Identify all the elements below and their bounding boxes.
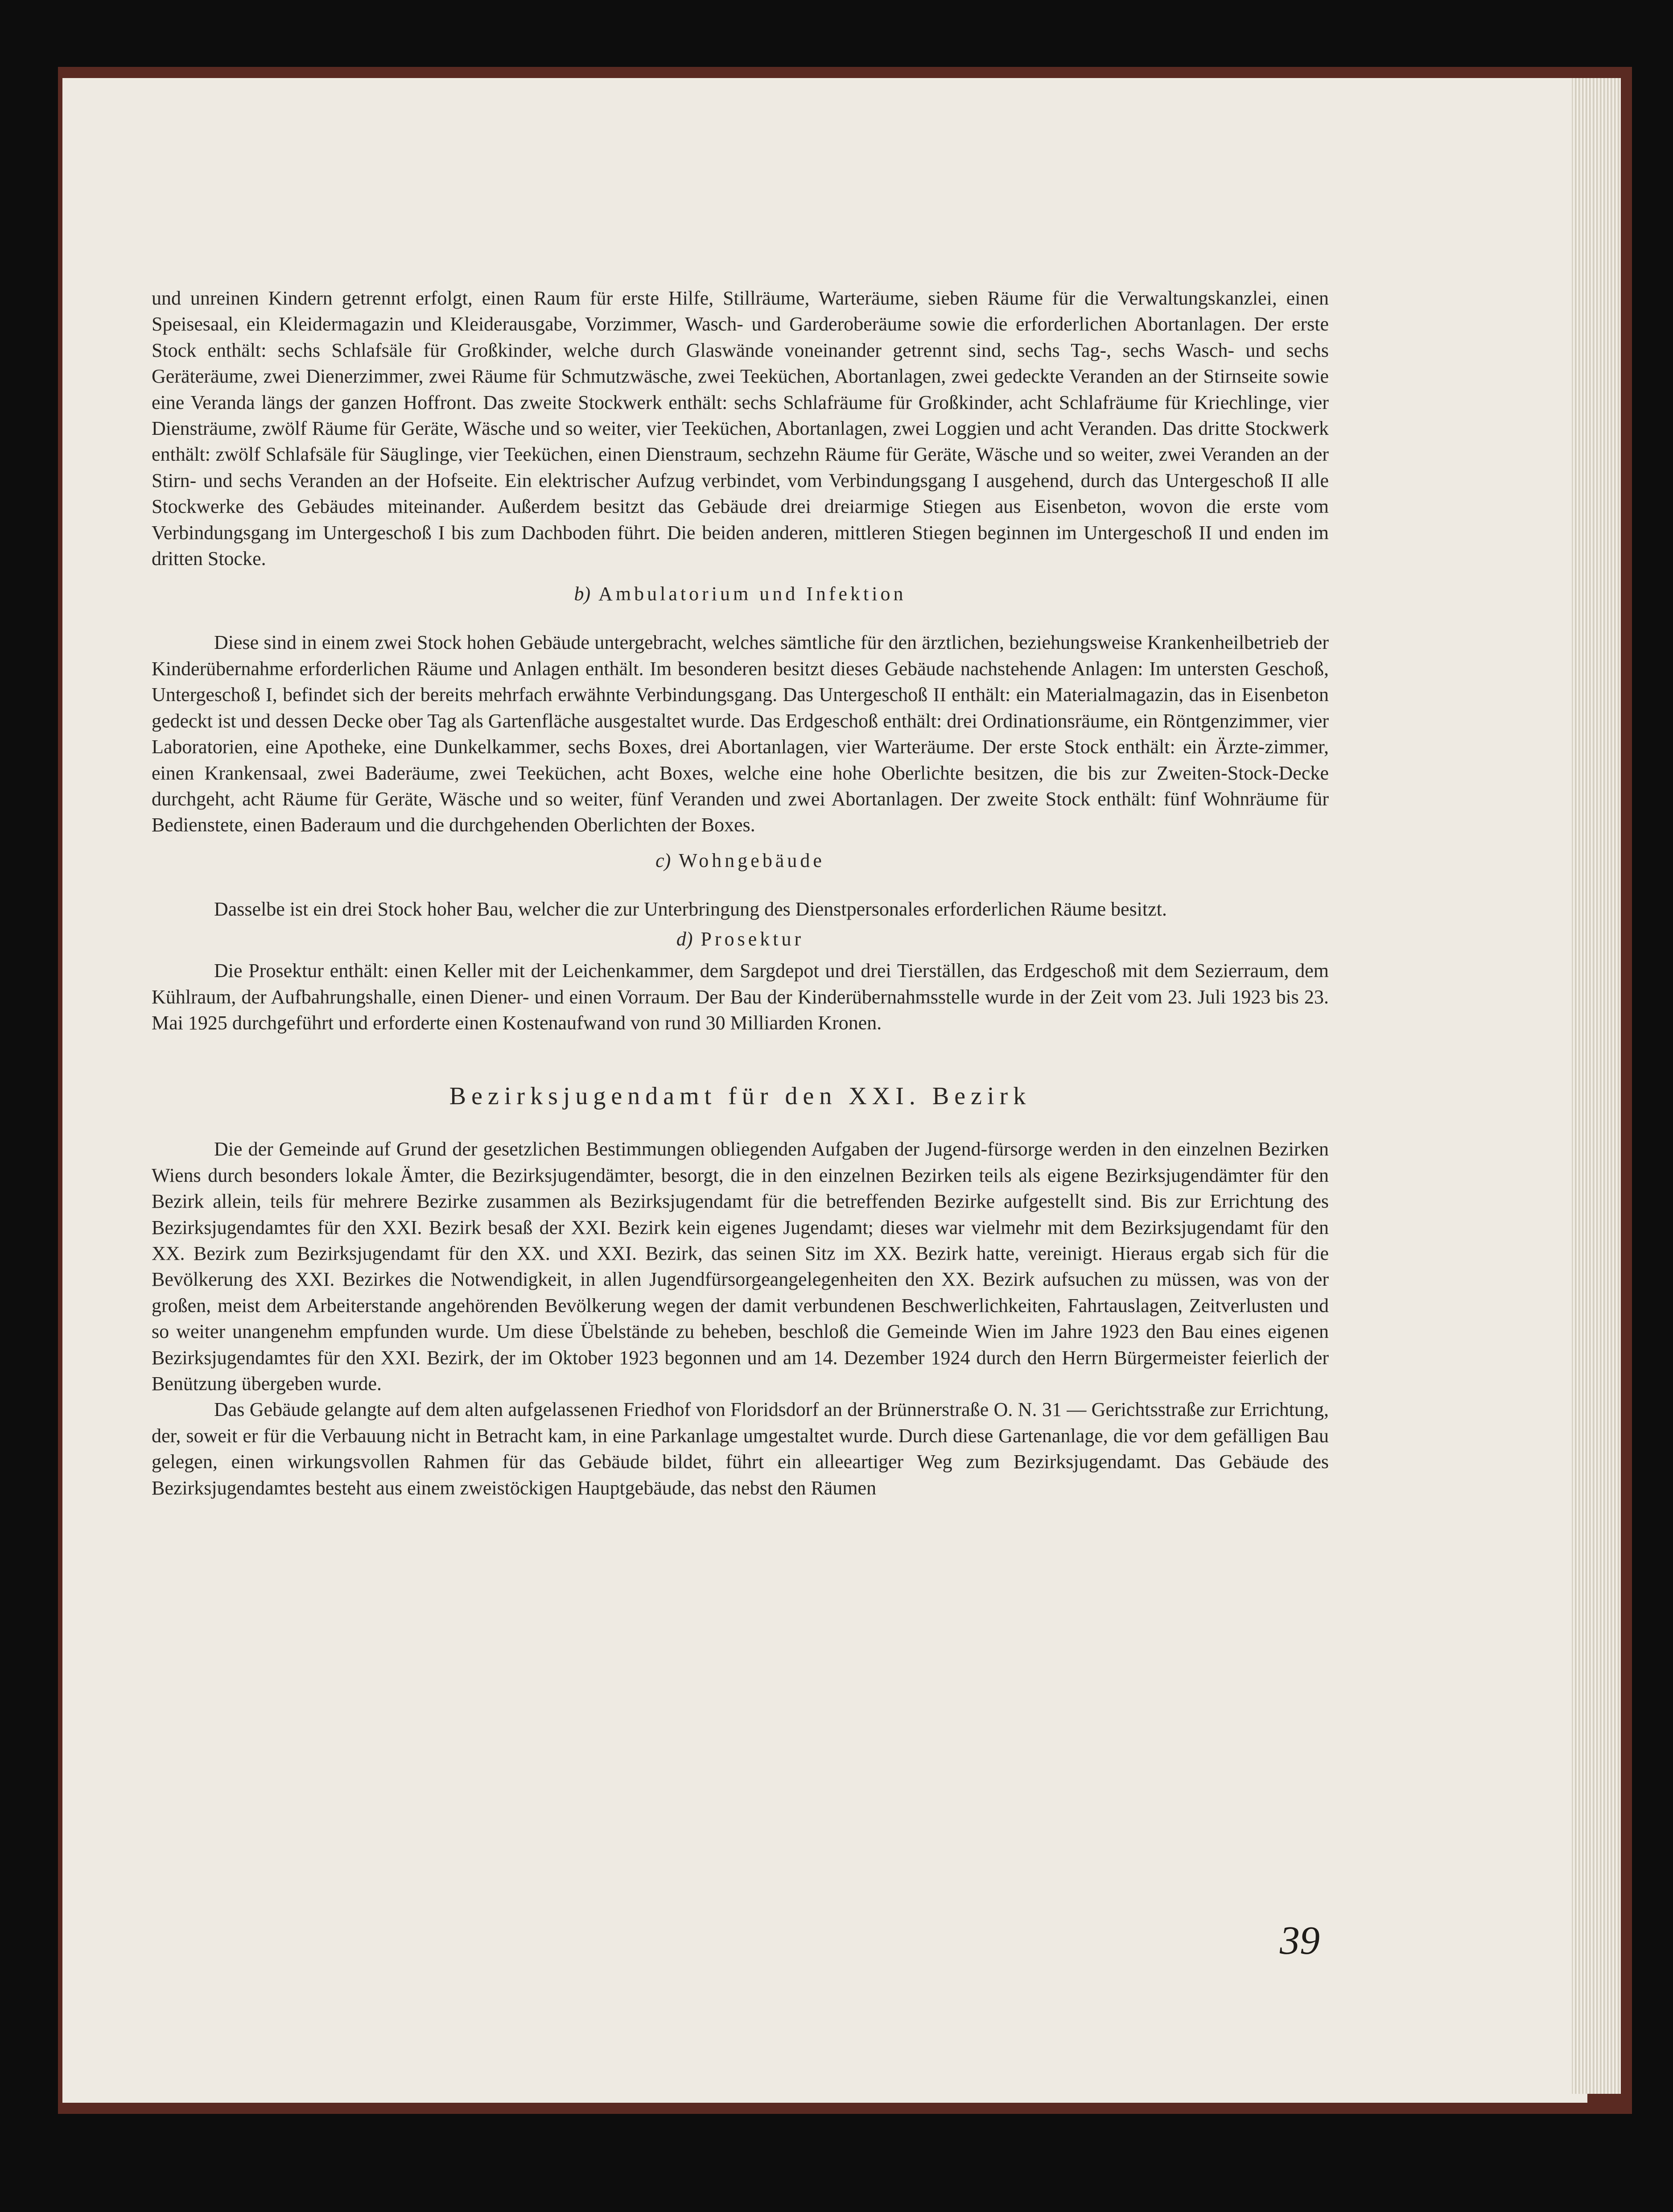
section-c-paragraph: Dasselbe ist ein drei Stock hoher Bau, welcher die zur Unterbringung des Dienstpersonales erforderlichen Räume besitzt. bbox=[214, 898, 1167, 920]
section-b-heading bbox=[152, 572, 1329, 630]
section-d-letter: d) bbox=[676, 928, 693, 950]
section-a-paragraph: und unreinen Kindern getrennt erfolgt, einen Raum für erste Hilfe, Stillräume, Warteräume, sieben Räume für die Verwaltungskanzlei, einen Speisesaal, ein Kleidermagazin und Kleiderausgabe, Vorzimmer, Wasch- und Garderoberäume sowie die erforderlichen Abortanlagen. Der erste Stock enthält: sechs Schlafsäle für Großkinder, welche durch Glaswände voneinander getrennt sind, sechs Tag-, sechs Wasch- und sechs Geräteräume, zwei Dienerzimmer, zwei Räume für Schmutzwäsche, zwei Teeküchen, Abortanlagen, zwei gedeckte Veranden an der Stirnseite sowie eine Veranda längs der ganzen Hoffront. Das zweite Stockwerk enthält: sechs Schlafräume für Großkinder, acht Schlafräume für Kriechlinge, vier Diensträume, zwölf Räume für Geräte, Wäsche und so weiter, vier Teeküchen, Abortanlagen, zwei Loggien und acht Veranden. Das dritte Stockwerk enthält: zwölf Schlafsäle für Säuglinge, vier Teeküchen, einen Dienstraum, sechzehn Räume für Geräte, Wäsche und so weiter, zwei Veranden an der Stirn- und sechs Veranden an der Hofseite. Ein elektrischer Aufzug verbindet, vom Verbindungsgang I ausgehend, durch das Untergeschoß II alle Stockwerke des Gebäudes miteinander. Außerdem besitzt das Gebäude drei dreiarmige Stiegen aus Eisenbeton, wovon die erste vom Verbindungsgang im Untergeschoß I bis zum Dachboden führt. Die beiden anderen, mittleren Stiegen beginnen im Untergeschoß II und enden im dritten Stocke. bbox=[152, 287, 1329, 570]
section-b-paragraph: Diese sind in einem zwei Stock hohen Gebäude untergebracht, welches sämtliche für den ärztlichen, beziehungsweise Krankenheilbetrieb der Kinderübernahme erforderlichen Räume und Anlagen enthält. Im besonderen besitzt dieses Gebäude nachstehende Anlagen: Im untersten Geschoß, Untergeschoß I, befindet sich der bereits mehrfach erwähnte Verbindungsgang. Das Untergeschoß II enthält: ein Materialmagazin, das in Eisenbeton gedeckt ist und dessen Decke ober Tag als Gartenfläche ausgestaltet wurde. Das Erdgeschoß enthält: drei Ordinationsräume, ein Röntgenzimmer, vier Laboratorien, eine Apotheke, eine Dunkelkammer, sechs Boxes, drei Abortanlagen, vier Warteräume. Der erste Stock enthält: ein Ärzte-zimmer, einen Krankensaal, zwei Baderäume, zwei Teeküchen, acht Boxes, welche eine hohe Oberlichte besitzen, die bis zur Zweiten-Stock-Decke durchgeht, acht Räume für Geräte, Wäsche und so weiter, fünf Veranden und zwei Abortanlagen. Der zweite Stock enthält: fünf Wohnräume für Bedienstete, einen Baderaum und die durchgehenden Oberlichten der Boxes. bbox=[152, 631, 1329, 836]
text-column bbox=[152, 285, 1329, 1501]
section-d-heading bbox=[152, 922, 1329, 958]
section-b-title: Ambulatorium und Infektion bbox=[598, 583, 907, 605]
bezirk-paragraph-1: Die der Gemeinde auf Grund der gesetzlichen Bestimmungen obliegenden Aufgaben der Jugend-fürsorge werden in den einzelnen Bezirken Wiens durch besonders lokale Ämter, die Bezirksjugendämter, besorgt, die in den einzelnen Bezirken teils als eigene Bezirksjugendämter für den Bezirk allein, teils für mehrere Bezirke zusammen als Bezirksjugendamt für die betreffenden Bezirke aufgestellt sind. Bis zur Errichtung des Bezirksjugendamtes für den XXI. Bezirk besaß der XXI. Bezirk kein eigenes Jugendamt; dieses war vielmehr mit dem Bezirksjugendamt für den XX. Bezirk zum Bezirksjugendamt für den XX. und XXI. Bezirk, das seinen Sitz im XX. Bezirk hatte, vereinigt. Hieraus ergab sich für die Bevölkerung des XXI. Bezirkes die Notwendigkeit, in allen Jugendfürsorgeangelegenheiten den XX. Bezirk aufsuchen zu müssen, was von der großen, meist dem Arbeiterstande angehörenden Bevölkerung wegen der damit verbundenen Beschwerlichkeiten, Fahrtauslagen, Zeitverlusten und so weiter unangenehm empfunden wurde. Um diese Übelstände zu beheben, beschloß die Gemeinde Wien im Jahre 1923 den Bau eines eigenen Bezirksjugendamtes für den XXI. Bezirk, der im Oktober 1923 begonnen und am 14. Dezember 1924 durch den Herrn Bürgermeister feierlich der Benützung übergeben wurde. bbox=[152, 1138, 1329, 1395]
section-c-heading bbox=[152, 838, 1329, 896]
bezirk-paragraph-2: Das Gebäude gelangte auf dem alten aufgelassenen Friedhof von Floridsdorf an der Brünnerstraße O. N. 31 — Gerichtsstraße zur Errichtung, der, soweit er für die Verbauung nicht in Betracht kam, in eine Parkanlage umgestaltet wurde. Durch diese Gartenanlage, die vor dem gefälligen Bau gelegen, einen wirkungsvollen Rahmen für das Gebäude bildet, führt ein alleeartiger Weg zum Bezirksjugendamt. Das Gebäude des Bezirksjugendamtes besteht aus einem zweistöckigen Hauptgebäude, das nebst den Räumen bbox=[152, 1399, 1329, 1499]
section-d-paragraph: Die Prosektur enthält: einen Keller mit der Leichenkammer, dem Sargdepot und drei Tierställen, das Erdgeschoß mit dem Sezierraum, dem Kühlraum, der Aufbahrungshalle, einen Diener- und einen Vorraum. Der Bau der Kinderübernahmsstelle wurde in der Zeit vom 23. Juli 1923 bis 23. Mai 1925 durchgeführt und erforderte einen Kostenaufwand von rund 30 Milliarden Kronen. bbox=[152, 960, 1329, 1034]
page-edges bbox=[1572, 78, 1621, 2094]
page-number: 39 bbox=[1280, 1919, 1320, 1963]
section-d-title: Prosektur bbox=[701, 928, 804, 950]
section-c-letter: c) bbox=[655, 849, 671, 871]
section-c-title: Wohngebäude bbox=[679, 849, 825, 871]
bezirk-heading: Bezirksjugendamt für den XXI. Bezirk bbox=[449, 1082, 1031, 1110]
section-b-letter: b) bbox=[574, 583, 591, 605]
